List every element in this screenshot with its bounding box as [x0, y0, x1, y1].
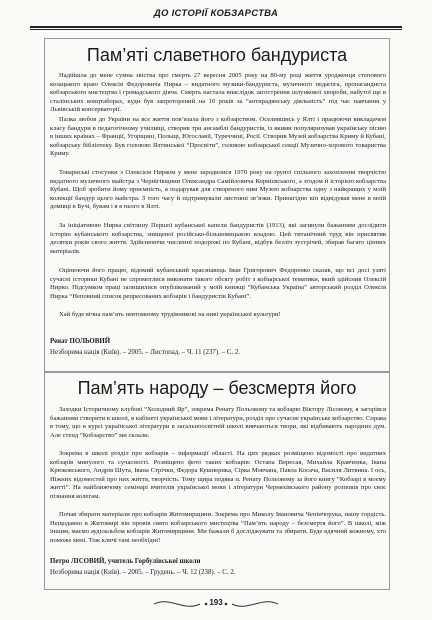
- article-2-author: Петро ЛІСОВИЙ, учитель Горбулівської школи: [50, 558, 201, 565]
- header-divider: [30, 29, 402, 30]
- article-2-paragraph: Зокрема в школі розділ про кобзарів – інформації області. На цих рядках розміщено відомості про видатних кобзарів минулого та сучасності. Розміщено фото таких кобзарів: Остапа Вересая, Михайла Кравченка, Івана Крюковського, Андрія Шута, Івана Стрічки, Федора Кушнерика, Сірка Мовчана, Павла Косача, Василя Литвина. І ось, Ніжних відомостей про них життя, творчість. Тому щира подяка п. Ренату Польовому за його книгу “Кобзарі в моєму житті”. На найближчому семінарі вчителів української мови і літератури Черняхівського району розповів про своє пізнання колегам.: [50, 450, 386, 500]
- article-1-paragraph: Товариські стосунки з Олексієм Нирком у мене зародилися 1970 року на ґрунті спільного захоплення творчістю видатного музичного майстра з Чернігівщини Олександра Самійловича Корнієвського, а згодом й історією кобзарства Кубані. Щоб зробити йому приємність, я подарував для створеного ним Музею кобзарства одну з найкращих у моїй колекції бандур цього майстра. З того часу й підтримували листовні зв’язки. Принагідно він відвідував мене в моїй домівці в Бучі, бувам і я в нього в Ялті.: [50, 169, 386, 211]
- article-1-paragraph: За ініціативою Нирка світлину Першої кубанської капели бандуристів (1913), які загинули бажанням дослідити історію кубанського кобзарства, знищеної російсько-більшовицькою владою. Цей титанічний труд він присвятив десятки років свого життя. Здійснюючи численні подорожі по Кубані, відбув безліч зустрічей, збирав багато цінних матеріалів.: [50, 222, 386, 255]
- article-1-paragraph: Надійшла до мене сумна звістка про смерть 27 вересня 2005 року на 80-му році життя уродженця степового козацького краю Олексія Федоровича Нирка – видатного музики-бандуриста, музичного педагога, пропагандиста кобзарського мистецтва і громадського діяча. Смерть настала внаслідок загострення шлункової хвороби, набутої ще в сталінських концтаборах, куди був запроторений на 10 років за “антирадянську діяльність” під час навчання у Львівській консерваторії.: [50, 72, 386, 114]
- article-1-source: Незборима нація (Київ). – 2005. – Листопад. – Ч. 11 (237). – С. 2.: [50, 349, 240, 356]
- page-number: 193: [209, 598, 223, 607]
- article-2-title: Пам’ять народу – безсмертя його: [77, 378, 357, 398]
- article-1-title: Пам’яті славетного бандуриста: [86, 45, 348, 65]
- article-1-paragraph: Хай буде вічна пам’ять невтомному трудівникові на ниві української культури!: [59, 311, 281, 318]
- article-1-paragraph: Палка любов до України на все життя пов’язала його з кобзарством. Оселившись у Ялті і працюючи викладачем класу бандури в педагогічному училищі, створив три ансамблі бандуристів, із якими популяризував українську пісню в інших країнах – Франції, Угорщині, Польщі, Югославії, Туреччині, Росії. Створив Музей кобзарства Криму й Кубані, кобзарську бібліотеку. Був головою Ялтинської “Просвіти”, головою кобзарської секції Музично-хорового товариства Криму.: [50, 116, 386, 158]
- article-2-paragraph: Заходки Історичному клубові “Холодний Яр”, зокрема Ренату Польовому та кобзарю Віктору Лісовому, я загорівся бажанням створити в школі, в кабінеті української мови і літератури, розділ про сучасне українське кобзарство. Справа в тому, що в курсі української літератури в загальноосвітній школі вивчаються твори, які відбивають народних дум. Але стенд “Кобзарство” ми склали.: [50, 406, 386, 439]
- article-1-author: Ренат ПОЛЬОВИЙ: [50, 338, 111, 345]
- article-1-paragraph: Оцінюючи його працю, відомий кубанський краєзнавець Іван Григорович Федоренко сказав, що всі досі узяті сучасні історики Кубані не спромоглися виконати такого обсягу робіт з кобзарської тематики, який здійснив Олексій Нирко. Підсумком праці залишилися опублікований у моїй книжці “Кубанська Україна” авторський розділ Олексія Нирка “Неповний список репресованих кобзарів і бандуристів Кубані”.: [50, 267, 386, 300]
- article-2-paragraph: Почав збирати матеріали про кобзарів Житомирщини. Зокрема про Миколу Івановича Чепінчорука, нашу гордість. Нещодавно в Житомирі він провів свято кобзарського мистецтва “Пам’ять народу – безсмертя його”. В школі, між іншим, маємо аудіоальбом кобзарів Житомирщини. Ми бажали б досліджувати та збирати. Буде вдячний кожному, хто поможе мені. Тож кличі тані необхідні!: [50, 511, 386, 544]
- article-2-source: Незборима нація (Київ). – 2005. – Грудень. – Ч. 12 (238). – С. 2.: [50, 569, 236, 576]
- running-header: [30, 8, 402, 28]
- section-title: ДО ІСТОРІЇ КОБЗАРСТВА: [153, 8, 279, 19]
